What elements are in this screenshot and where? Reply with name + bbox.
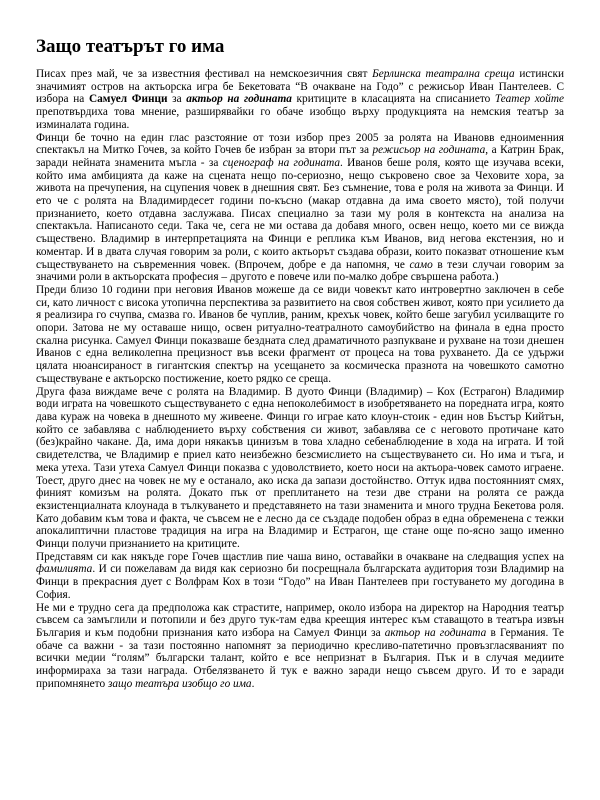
paragraph [36, 132, 564, 284]
text-run: . И си пожелавам да видя как сериозно би посрещнала българската аудитория този Владимир на Финци в прекрасния дует с Волфрам Кох в този “Годо” на Иван Пантелеев при гостуването му догодина в София. [36, 563, 564, 601]
article-body [36, 68, 564, 690]
text-run: Преди близо 10 години при неговия Иванов можеше да се види човекът като интровертно заключен в себе си, като личност с висока утопична перспектива за развитието на своя собствен живот, която при усилието да я реализира го счупва, смазва го. Иванов бе чуплив, раним, крехък човек, който беше загубил усилващите го опори. Затова не му оставаше нищо, освен ритуално-театралното самоубийство на финала в една просто скална рисунка. Самуел Финци показваше бездната след драматичното разпукване и рухване на този днешен Иванов с една великолепна прецизност във всеки фрагмент от процеса на това рухването. Да се удържи цялата нюансираност в гигантския спектър на усещането за космическа празнота на човешкото самотно съществуване е актьорско постижение, което рядко се среща. [36, 283, 564, 385]
paragraph [36, 551, 564, 602]
italic-text: Берлинска театрална среща [372, 68, 515, 80]
paragraph [36, 68, 564, 132]
text-run: в тези случаи говорим за значими роли в актьорската професия – другото е повече или по-малко добре свършена работа.) [36, 258, 564, 284]
text-run: истински значимият остров на актьорска игра бе Бекетовата “В очакване на Годо” с режисьор Иван Пантелеев. С избора на [36, 68, 565, 106]
text-run: в Германия. Те обаче са важни - за тази постоянно напомнят за периодично кресливо-патетично провъзгласяваният по всички медии “голям” български талант, който е все непризнат в България. Пък и в случая медиите информираха за тази награда. Отбелязването й тук е важно заради нещо съвсем друго. И то е заради припомнянето [36, 626, 565, 690]
paragraph [36, 284, 564, 386]
italic-text: актьор на годината [384, 626, 487, 639]
italic-text: сценограф на годината [222, 156, 341, 169]
text-run: за [167, 93, 187, 106]
paragraph [36, 386, 564, 551]
bold-italic-text: актьор на годината [186, 93, 292, 106]
text-run: Писах през май, че за известния фестивал на немскоезичния свят [36, 68, 373, 80]
italic-text: Театер хойте [494, 93, 564, 106]
text-run: препотвърдиха това мнение, разширявайки го обаче изобщо върху продукцията на немския театър за изминалата година. [36, 106, 564, 131]
text-run: Финци бе точно на един глас разстояние от този избор през 2005 за ролята на Ивановв едноименния спектакъл на Митко Гочев, за който Гочев бе избран за втори път за [36, 131, 564, 157]
text-run: Друга фаза виждаме вече с ролята на Владимир. В дуото Финци (Владимир) – Кох (Естрагон) Владимир води играта на човешкото съществуването с една непоколебимост в изобретяването на поредната игра, която дава кураж на човека в днешното му живеене. Финци го играе като клоун-стоик - един нов Бъстър Кийтън, който се забавлява с наблюдението върху собствения си живот, забавлява се с неговото протичане като (без)крайно чакане. Да, има дори някакъв цинизъм в това хладно себенаблюдение в хода на играта. И той свидетелства, че Владимир е приел като неизбежно безсмислието на съществуването си. Но има и тъга, и мека утеха. Тази утеха Самуел Финци показва с удоволствието, което носи на актьора-човек самото играене. Тоест, друго днес на човек не му е останало, ако иска да запази достойнство. Оттук идва постоянният смях, финият комизъм на ролята. Докато пък от преплитането на тези две страни на ролята се ражда екзистенциалната клоунада в тълкуването и представянето на тази знаменита и много трудна Бекетова роля. Като добавим към това и факта, че съвсем не е лесно да се създаде подобен образ в една обременена с тежки апокалиптични пластове традиция на игра на Владимир и Естрагон, ще стане още по-ясно защо именно Финци получи признанието на критиците. [36, 385, 564, 551]
italic-text: само [409, 258, 433, 271]
paragraph [36, 602, 564, 691]
italic-text: фамилията [36, 563, 93, 576]
text-run: , а Катрин Брак, заради нейната знаменита мъгла - за [36, 144, 564, 169]
text-run: . [251, 677, 255, 690]
text-run: критиците в класацията на списанието [291, 93, 495, 106]
article-title: Защо театърът го има [36, 36, 225, 57]
italic-text: защо театъра изобщо го има [107, 677, 252, 690]
text-run: Не ми е трудно сега да предположа как страстите, например, около избора на директор на Народния театър съвсем са замъглили и потопили и без друго тук-там едва креещия интерес към ставащото в театъра извън България и към подобни признания като избора на Самуел Финци за [36, 601, 564, 639]
text-run: Представям си как някъде горе Гочев щастлив пие чаша вино, оставайки в очакване на следващия успех на [36, 550, 564, 563]
text-run: . Иванов беше роля, която ще изучава всеки, който има амбицията да каже на сцената нещо по-сериозно, нещо съкровено свое за Чеховите хора, за живота на пречупения, на сцупения човек в днешния свят. Без съмнение, това е роля на живота за Финци. И ето че с ролята на Владимирдесет години по-късно (макар отдавна да има своето място), той получи признанието, което отдавна заслужава. Писах специално за тази му роля в контекста на анализа на спектакъла. Написаното седи. Така че, сега не ми остава да добавя много, освен нещо, което ми се вижда съществено. Владимир в интерпретацията на Финци е реплика към Иванов, вид негова екстензия, но и коментар. И в двата случая говорим за роли, с които актьорът създава образи, които показват отношение към съществуването на съвременния човек. (Впрочем, добре е да напомня, че [36, 156, 564, 271]
italic-text: режисьор на годината [372, 144, 486, 157]
bold-text: Самуел Финци [88, 93, 168, 106]
